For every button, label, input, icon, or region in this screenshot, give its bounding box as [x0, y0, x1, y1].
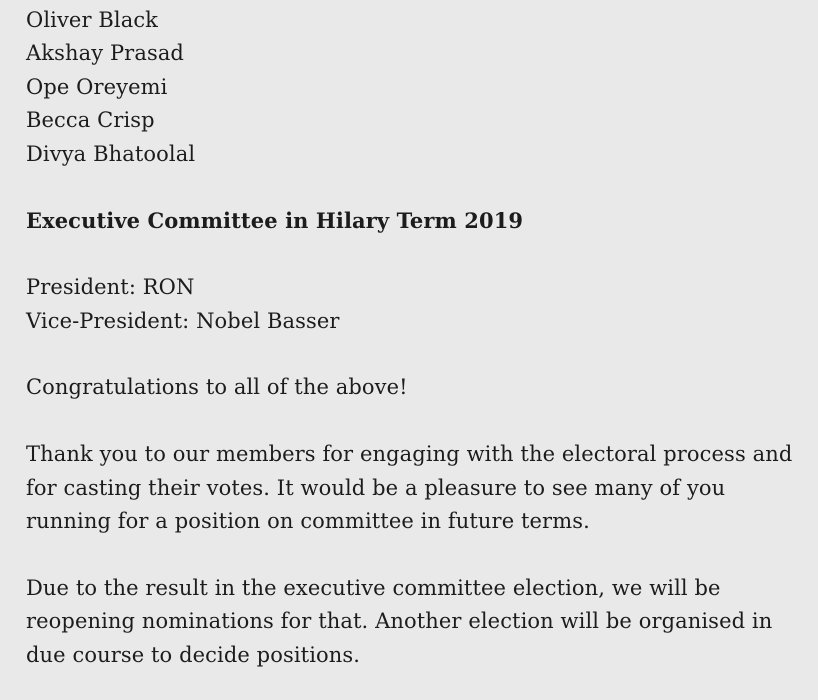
paragraph-line: Due to the result in the executive committee election, we will be [26, 575, 721, 600]
paragraph-line: due course to decide positions. [26, 642, 361, 667]
section-heading: Executive Committee in Hilary Term 2019 [26, 208, 524, 234]
member-name: Oliver Black [26, 8, 159, 32]
spacer [26, 338, 798, 371]
spacer [26, 405, 798, 438]
role-vice-president: Vice-President: Nobel Basser [26, 308, 340, 333]
member-name: Becca Crisp [26, 108, 155, 133]
paragraph-line: running for a position on committee in future terms. [26, 509, 590, 534]
member-name: Ope Oreyemi [26, 74, 168, 99]
role-president: President: RON [26, 275, 195, 300]
executive-roles [26, 271, 798, 338]
congratulations-text: Congratulations to all of the above! [26, 375, 408, 400]
member-name: Divya Bhatoolal [26, 141, 196, 166]
paragraph-line: for casting their votes. It would be a pleasure to see many of you [26, 475, 726, 500]
spacer [26, 238, 798, 271]
paragraph-line: reopening nominations for that. Another election will be organised in [26, 609, 773, 634]
spacer [26, 538, 798, 571]
member-name: Akshay Prasad [26, 41, 184, 66]
notice-paragraph [26, 572, 798, 672]
paragraph-line: Thank you to our members for engaging with the electoral process and [26, 442, 793, 467]
spacer [26, 171, 798, 204]
thanks-paragraph [26, 438, 798, 538]
committee-member-list [26, 4, 798, 171]
